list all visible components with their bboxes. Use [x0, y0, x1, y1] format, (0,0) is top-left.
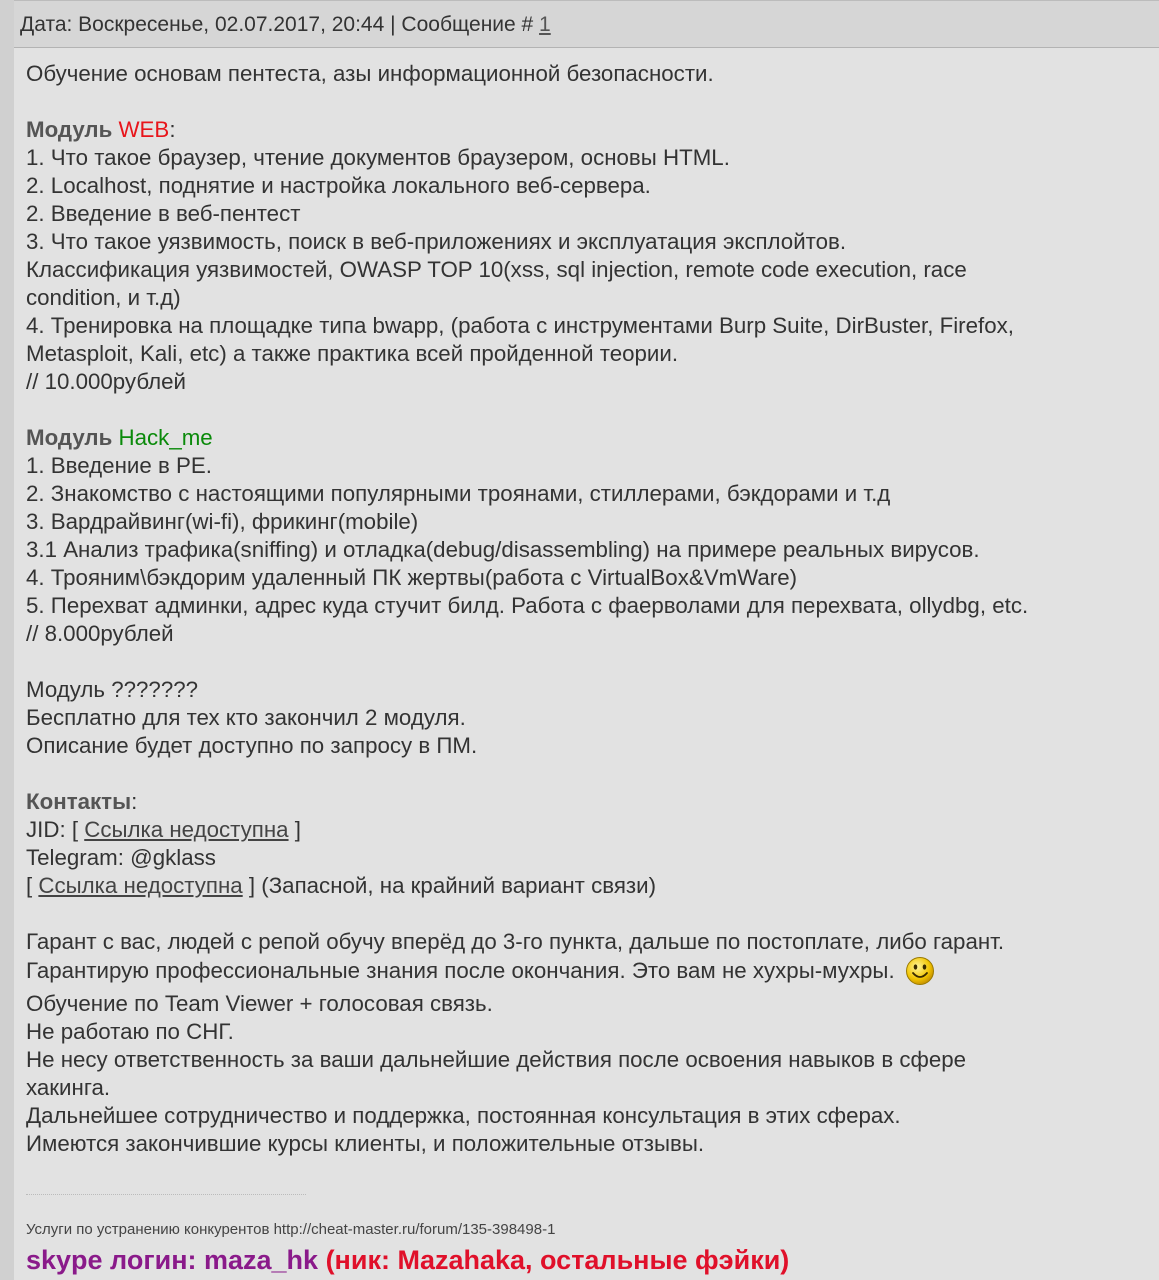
hack-module-item: // 8.000рублей: [26, 621, 174, 646]
secret-module-line: Модуль ???????: [26, 677, 199, 702]
bracket: ]: [288, 817, 301, 842]
web-module-item: 4. Тренировка на площадке типа bwapp, (работа с инструментами Burp Suite, DirBuster, Firefox,: [26, 313, 1014, 338]
web-module-item: 2. Введение в веб-пентест: [26, 201, 301, 226]
closing-line: хакинга.: [26, 1075, 111, 1100]
hack-module-item: 4. Трояним\бэкдорим удаленный ПК жертвы(работа с VirtualBox&VmWare): [26, 565, 798, 590]
closing-lines: [26, 990, 1159, 1158]
web-module-name: WEB: [118, 117, 170, 142]
module-label: Модуль: [26, 425, 113, 450]
web-module-items: [26, 144, 1159, 396]
hack-module-item: 1. Введение в PE.: [26, 453, 212, 478]
closing-line: Обучение по Team Viewer + голосовая связь.: [26, 991, 493, 1016]
backup-link[interactable]: Ссылка недоступна: [38, 873, 243, 898]
telegram-line: Telegram: @gklass: [26, 845, 216, 870]
hack-module-item: 3. Вардрайвинг(wi-fi), фрикинг(mobile): [26, 509, 419, 534]
web-module-item: Классификация уязвимостей, OWASP TOP 10(xss, sql injection, remote code execution, race: [26, 257, 967, 282]
post-header: [14, 0, 1159, 48]
closing-line: Дальнейшее сотрудничество и поддержка, постоянная консультация в этих сферах.: [26, 1103, 901, 1128]
contacts-heading: [26, 788, 1159, 816]
left-border: [0, 0, 15, 1280]
web-module-item: Metasploit, Kali, etc) а также практика всей пройденной теории.: [26, 341, 679, 366]
closing-line: Не несу ответственность за ваши дальнейшие действия после освоения навыков в сфере: [26, 1047, 967, 1072]
secret-module-line: Бесплатно для тех кто закончил 2 модуля.: [26, 705, 466, 730]
web-module-item: 2. Localhost, поднятие и настройка локального веб-сервера.: [26, 173, 651, 198]
contacts-label: Контакты: [26, 789, 132, 814]
signature-separator: [26, 1194, 306, 1196]
hack-module-item: 3.1 Анализ трафика(sniffing) и отладка(debug/disassembling) на примере реальных вирусов.: [26, 537, 980, 562]
smiley-icon: [905, 956, 935, 986]
closing-line: Имеются закончившие курсы клиенты, и положительные отзывы.: [26, 1131, 705, 1156]
web-module-item: 3. Что такое уязвимость, поиск в веб-приложениях и эксплуатация эксплойтов.: [26, 229, 847, 254]
jid-link[interactable]: Ссылка недоступна: [84, 817, 289, 842]
jid-label: JID: [: [26, 817, 85, 842]
nickname-note: (ник: Mazahaka, остальные фэйки): [318, 1245, 790, 1275]
intro-text: Обучение основам пентеста, азы информационной безопасности.: [26, 61, 714, 86]
hack-module-name: Hack_me: [118, 425, 213, 450]
bracket: [: [26, 873, 39, 898]
signature-contact: [26, 1244, 1159, 1276]
knowledge-line: [26, 956, 1159, 990]
jid-line: [26, 816, 1159, 844]
post-number-link[interactable]: 1: [539, 13, 551, 36]
secret-module: [26, 676, 1159, 760]
web-module-item: condition, и т.д): [26, 285, 181, 310]
secret-module-line: Описание будет доступно по запросу в ПМ.: [26, 733, 478, 758]
closing-line: Не работаю по СНГ.: [26, 1019, 234, 1044]
backup-note: ] (Запасной, на крайний вариант связи): [242, 873, 656, 898]
web-module-heading: [26, 116, 1159, 144]
knowledge-text: Гарантирую профессиональные знания после окончания. Это вам не хухры-мухры.: [26, 958, 895, 983]
hack-module-heading: [26, 424, 1159, 452]
hack-module-items: [26, 452, 1159, 648]
colon: :: [169, 117, 176, 142]
forum-post: [14, 0, 1159, 1280]
web-module-item: 1. Что такое браузер, чтение документов браузером, основы HTML.: [26, 145, 730, 170]
signature-services: Услуги по устранению конкурентов http://cheat-master.ru/forum/135-398498-1: [26, 1221, 556, 1238]
post-date: Дата: Воскресенье, 02.07.2017, 20:44 | Сообщение #: [20, 13, 540, 36]
hack-module-item: 5. Перехват админки, адрес куда стучит билд. Работа с фаерволами для перехвата, ollydbg, etc.: [26, 593, 1029, 618]
skype-login: skype логин: maza_hk: [26, 1245, 319, 1275]
colon: :: [131, 789, 138, 814]
web-module-item: // 10.000рублей: [26, 369, 186, 394]
hack-module-item: 2. Знакомство с настоящими популярными троянами, стиллерами, бэкдорами и т.д: [26, 481, 891, 506]
backup-contact-line: [26, 872, 1159, 900]
post-body: [14, 48, 1159, 1276]
module-label: Модуль: [26, 117, 113, 142]
guarantee-line: Гарант с вас, людей с репой обучу вперёд до 3-го пункта, дальше по постоплате, либо гарант.: [26, 929, 1005, 954]
